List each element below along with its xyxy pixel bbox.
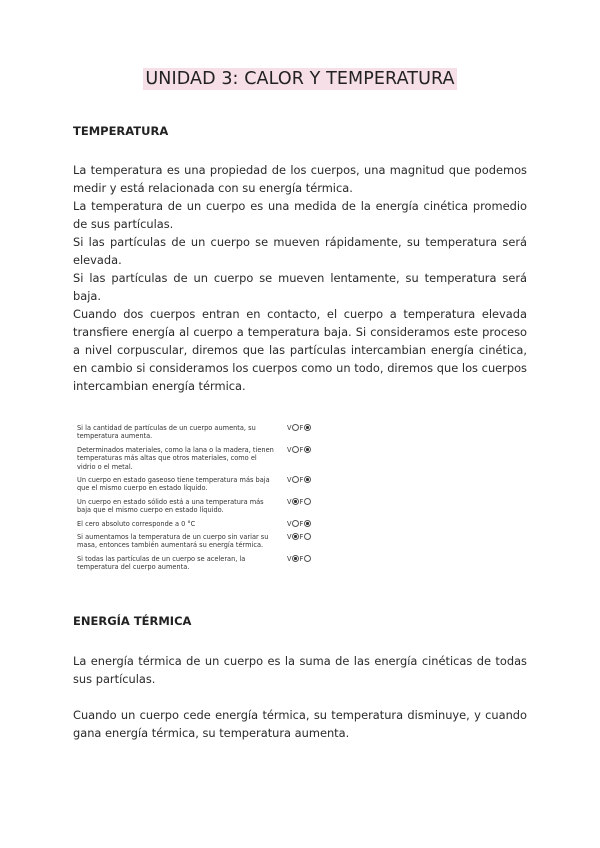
false-label: F xyxy=(299,476,304,485)
section-energia-body xyxy=(73,652,527,742)
true-label: V xyxy=(287,533,292,542)
false-label: F xyxy=(299,445,304,454)
quiz-item xyxy=(77,476,317,493)
paragraph: La temperatura de un cuerpo es una medida de la energía cinética promedio de sus partículas. xyxy=(73,199,527,231)
true-label: V xyxy=(287,476,292,485)
false-radio-icon[interactable] xyxy=(304,498,311,505)
quiz-options xyxy=(287,533,317,550)
quiz-item xyxy=(77,533,317,550)
false-label: F xyxy=(299,533,304,542)
quiz-statement: Determinados materiales, como la lana o la madera, tienen temperaturas más altas que otros materiales, como el vidrio o el metal. xyxy=(77,445,274,471)
quiz-item xyxy=(77,520,317,528)
paragraph: La energía térmica de un cuerpo es la suma de las energía cinéticas de todas sus partículas. xyxy=(73,654,527,686)
page-title: UNIDAD 3: CALOR Y TEMPERATURA xyxy=(145,69,455,89)
quiz-options xyxy=(287,424,317,441)
true-radio-icon[interactable] xyxy=(292,446,299,453)
true-label: V xyxy=(287,424,292,432)
quiz-statement: Si todas las partículas de un cuerpo se aceleran, la temperatura del cuerpo aumenta. xyxy=(77,554,246,572)
true-radio-icon[interactable] xyxy=(292,498,299,505)
quiz-item xyxy=(77,424,317,441)
false-radio-icon[interactable] xyxy=(304,520,311,527)
quiz-statement: Si la cantidad de partículas de un cuerpo aumenta, su temperatura aumenta. xyxy=(77,424,256,441)
quiz-options xyxy=(287,446,317,471)
false-radio-icon[interactable] xyxy=(304,476,311,483)
paragraph: Cuando un cuerpo cede energía térmica, su temperatura disminuye, y cuando gana energía térmica, su temperatura aumenta. xyxy=(73,708,527,740)
true-radio-icon[interactable] xyxy=(292,476,299,483)
true-label: V xyxy=(287,554,292,563)
section-heading-temperatura: TEMPERATURA xyxy=(73,124,169,138)
section-temperatura-body xyxy=(73,161,527,395)
title-wrap xyxy=(0,68,600,90)
false-label: F xyxy=(299,554,304,563)
quiz-options xyxy=(287,498,317,515)
paragraph: Si las partículas de un cuerpo se mueven lentamente, su temperatura será baja. xyxy=(73,271,527,303)
true-label: V xyxy=(287,445,292,454)
section-heading-energia-termica: ENERGÍA TÉRMICA xyxy=(73,614,192,628)
false-radio-icon[interactable] xyxy=(304,424,311,431)
true-label: V xyxy=(287,497,292,506)
true-radio-icon[interactable] xyxy=(292,533,299,540)
false-radio-icon[interactable] xyxy=(304,555,311,562)
true-radio-icon[interactable] xyxy=(292,520,299,527)
paragraph: Cuando dos cuerpos entran en contacto, el cuerpo a temperatura elevada transfiere energía al cuerpo a temperatura baja. Si consideramos este proceso a nivel corpuscular, diremos que las partículas intercambian energía cinética, en cambio si consideramos los cuerpos como un todo, diremos que los cuerpos intercambian energía térmica. xyxy=(73,307,527,393)
false-radio-icon[interactable] xyxy=(304,446,311,453)
false-label: F xyxy=(299,424,304,432)
quiz-statement: Si aumentamos la temperatura de un cuerpo sin variar su masa, entonces también aumentará su energía térmica. xyxy=(77,533,269,550)
quiz-options xyxy=(287,520,317,528)
paragraph: La temperatura es una propiedad de los cuerpos, una magnitud que podemos medir y está relacionada con su energía térmica. xyxy=(73,163,527,195)
quiz-item xyxy=(77,555,317,572)
true-radio-icon[interactable] xyxy=(292,555,299,562)
quiz-statement: El cero absoluto corresponde a 0 °C xyxy=(77,519,196,528)
true-label: V xyxy=(287,519,292,528)
quiz-options xyxy=(287,555,317,572)
false-label: F xyxy=(299,497,304,506)
true-radio-icon[interactable] xyxy=(292,424,299,431)
quiz-statement: Un cuerpo en estado gaseoso tiene temperatura más baja que el mismo cuerpo en estado líquido. xyxy=(77,476,270,493)
false-label: F xyxy=(299,519,304,528)
quiz-item xyxy=(77,498,317,515)
quiz-options xyxy=(287,476,317,493)
spacer xyxy=(73,688,527,706)
quiz-statement: Un cuerpo en estado sólido está a una temperatura más baja que el mismo cuerpo en estado líquido. xyxy=(77,497,264,515)
paragraph: Si las partículas de un cuerpo se mueven rápidamente, su temperatura será elevada. xyxy=(73,235,527,267)
true-false-quiz xyxy=(77,424,317,577)
quiz-item xyxy=(77,446,317,471)
false-radio-icon[interactable] xyxy=(304,533,311,540)
